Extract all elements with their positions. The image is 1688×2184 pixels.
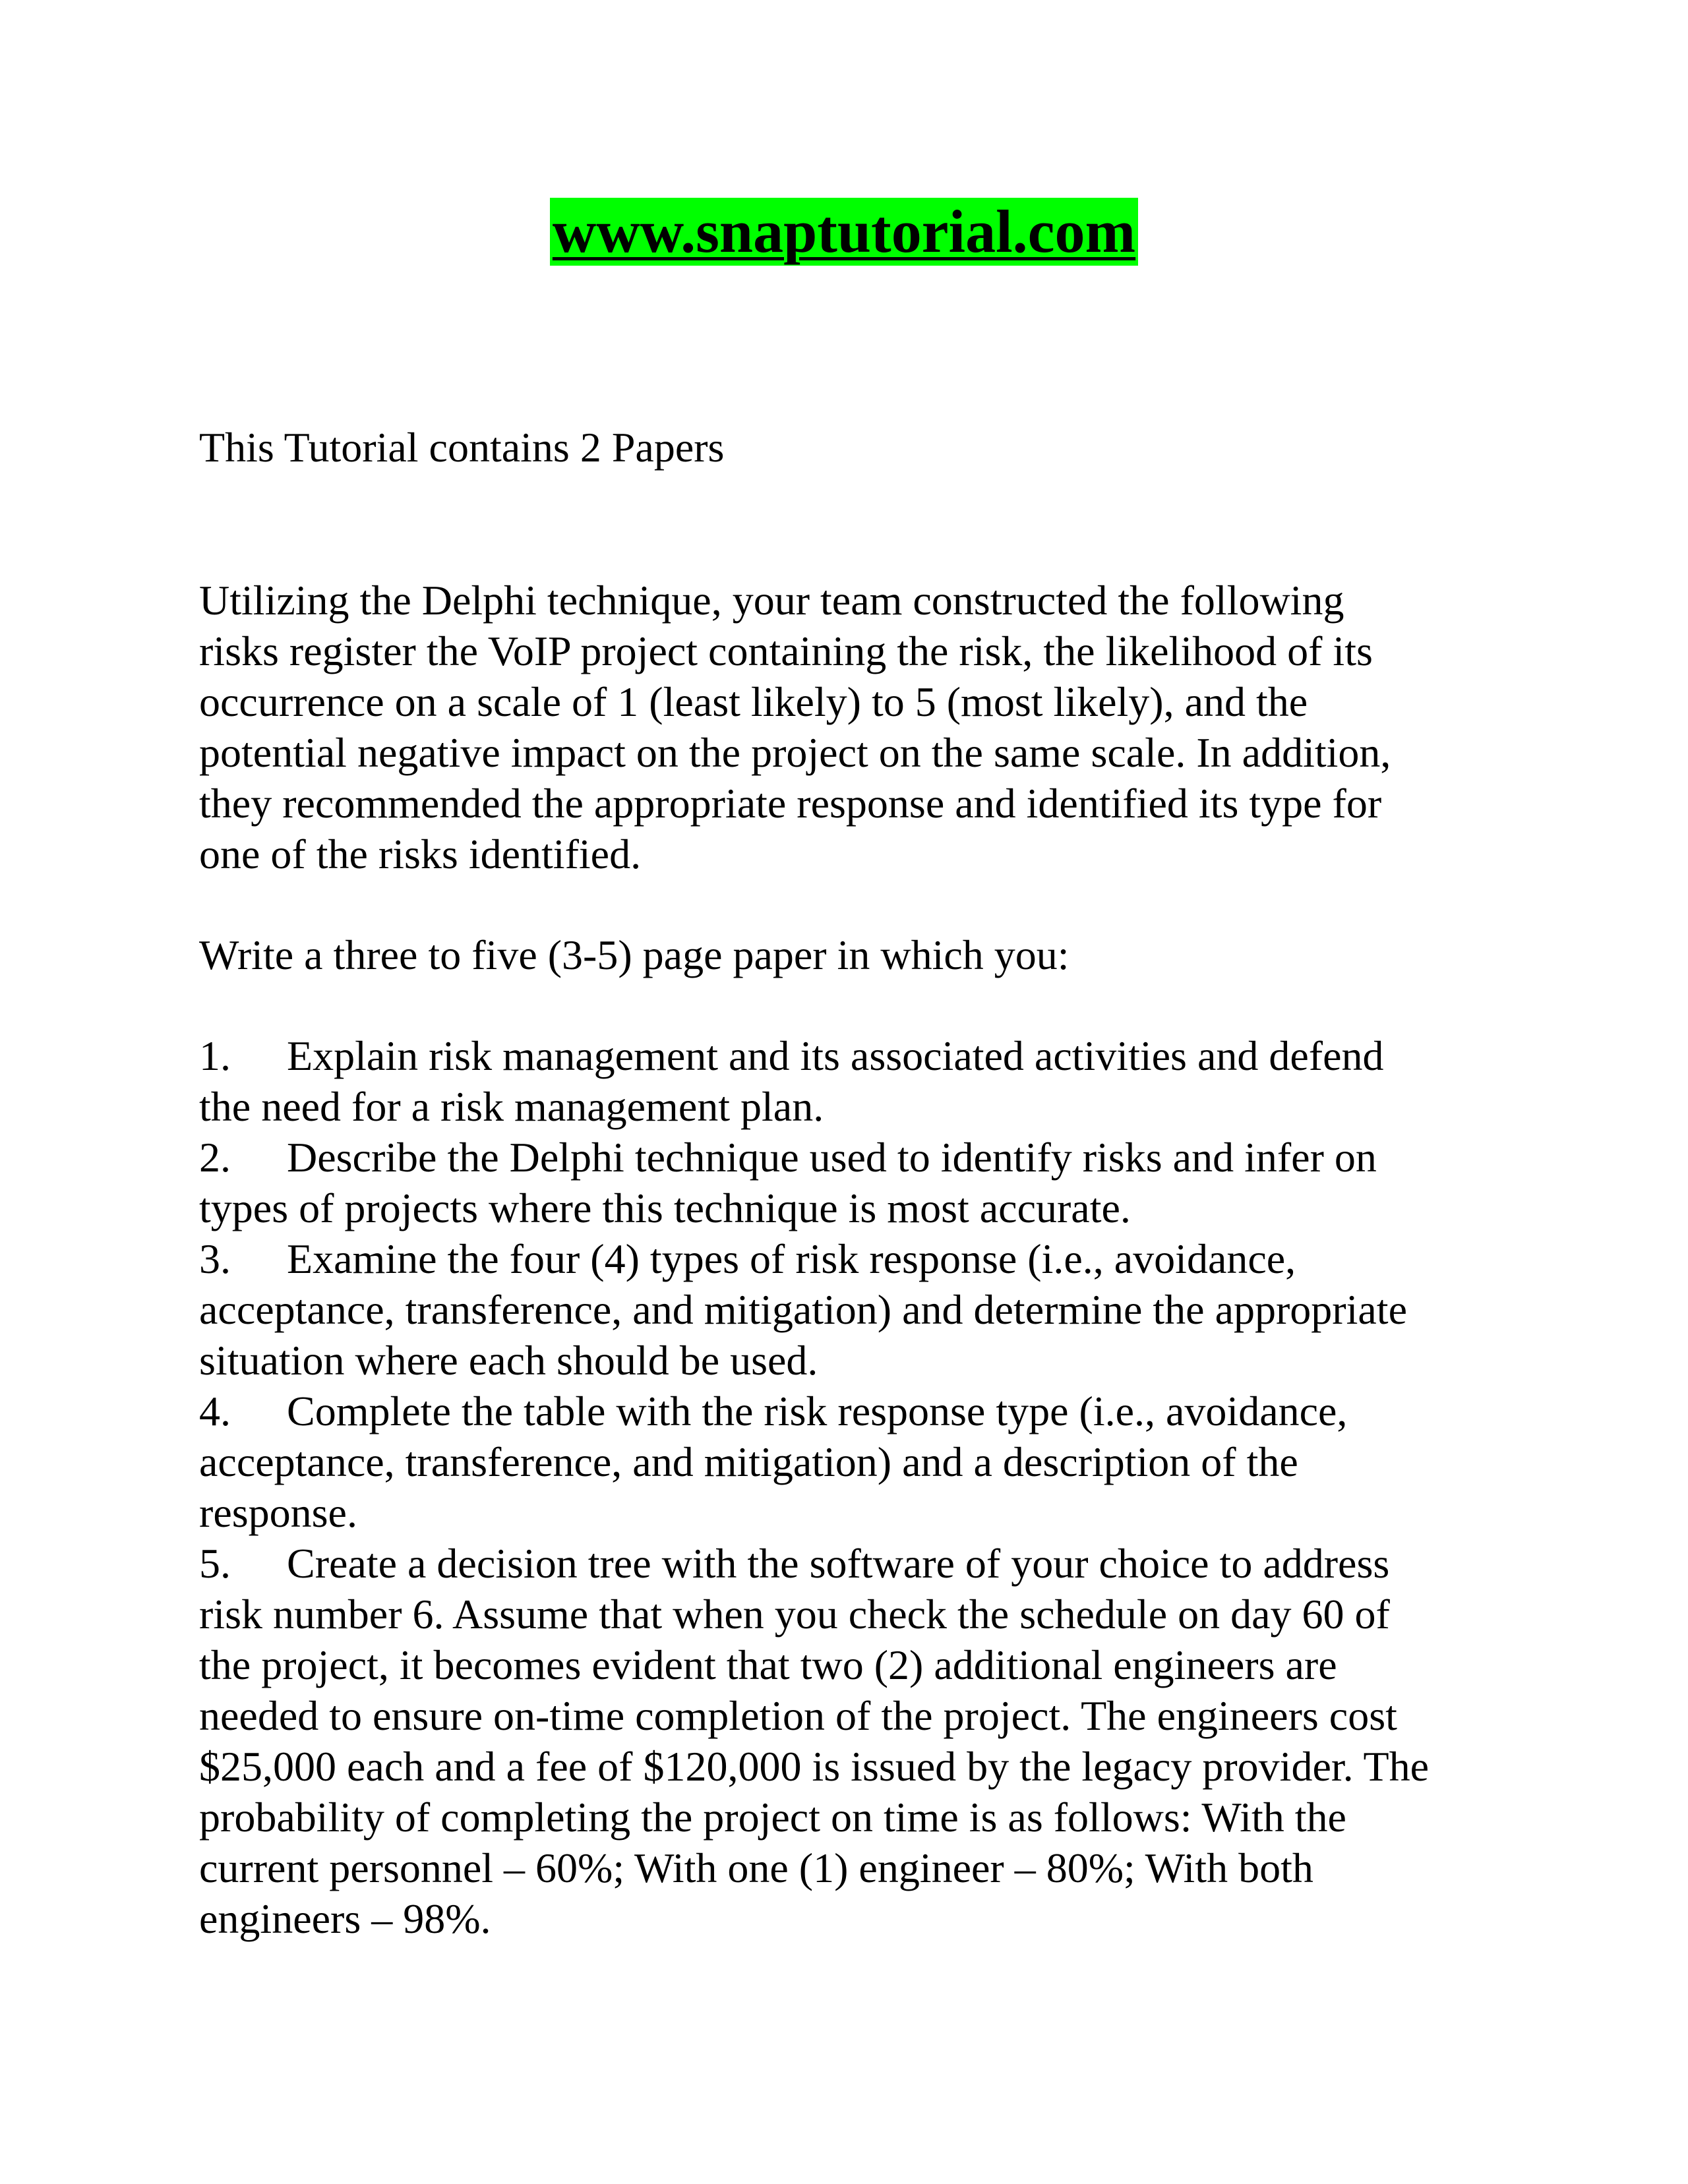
list-item-number: 4. bbox=[199, 1388, 231, 1434]
list-item bbox=[199, 1386, 1518, 1538]
list-item-number: 5. bbox=[199, 1540, 231, 1587]
list-item-text: Create a decision tree with the software of your choice to address bbox=[287, 1540, 1390, 1587]
list-item-first-line bbox=[199, 1030, 1518, 1081]
list-item-line: probability of completing the project on time is as follows: With the bbox=[199, 1794, 1346, 1841]
list-item-line: current personnel – 60%; With one (1) engineer – 80%; With both bbox=[199, 1845, 1313, 1891]
paragraph-line: occurrence on a scale of 1 (least likely) to 5 (most likely), and the bbox=[199, 678, 1308, 725]
list-item-line: situation where each should be used. bbox=[199, 1337, 818, 1384]
list-item-first-line bbox=[199, 1386, 1518, 1436]
list-item-text: Explain risk management and its associated activities and defend bbox=[287, 1032, 1384, 1079]
paragraph-delphi bbox=[199, 575, 1518, 879]
list-item-number: 1. bbox=[199, 1032, 231, 1079]
list-item-first-line bbox=[199, 1538, 1518, 1589]
list-item-number: 3. bbox=[199, 1235, 231, 1282]
list-item bbox=[199, 1030, 1518, 1132]
paragraph-line: Write a three to five (3-5) page paper in which you: bbox=[199, 931, 1070, 978]
paragraph-line: risks register the VoIP project containing the risk, the likelihood of its bbox=[199, 628, 1373, 674]
site-link[interactable]: www.snaptutorial.com bbox=[550, 198, 1138, 266]
intro-text bbox=[199, 422, 1518, 473]
list-item-line: $25,000 each and a fee of $120,000 is issued by the legacy provider. The bbox=[199, 1743, 1429, 1790]
list-item-text: Examine the four (4) types of risk response (i.e., avoidance, bbox=[287, 1235, 1296, 1282]
list-item-text: Describe the Delphi technique used to identify risks and infer on bbox=[287, 1134, 1377, 1181]
list-item-line: acceptance, transference, and mitigation) and a description of the bbox=[199, 1438, 1298, 1485]
list-item-line: engineers – 98%. bbox=[199, 1895, 491, 1942]
paragraph-line: potential negative impact on the project on the same scale. In addition, bbox=[199, 729, 1391, 776]
list-item-line: the project, it becomes evident that two (2) additional engineers are bbox=[199, 1641, 1337, 1688]
list-item-first-line bbox=[199, 1132, 1518, 1183]
list-item bbox=[199, 1538, 1518, 1944]
list-item-line: the need for a risk management plan. bbox=[199, 1083, 824, 1130]
paragraph-line: Utilizing the Delphi technique, your team constructed the following bbox=[199, 577, 1344, 624]
list-item-first-line bbox=[199, 1233, 1518, 1284]
list-item-number: 2. bbox=[199, 1134, 231, 1181]
list-item-line: needed to ensure on-time completion of the project. The engineers cost bbox=[199, 1692, 1397, 1739]
paragraph-instructions bbox=[199, 930, 1518, 980]
list-item bbox=[199, 1132, 1518, 1233]
list-item-line: acceptance, transference, and mitigation) and determine the appropriate bbox=[199, 1286, 1407, 1333]
requirements-list bbox=[199, 1030, 1518, 1944]
list-item bbox=[199, 1233, 1518, 1386]
header bbox=[0, 198, 1688, 266]
list-item-line: risk number 6. Assume that when you check the schedule on day 60 of bbox=[199, 1591, 1390, 1638]
paragraph-line: they recommended the appropriate response and identified its type for bbox=[199, 780, 1382, 827]
paragraph-line: one of the risks identified. bbox=[199, 831, 642, 877]
list-item-text: Complete the table with the risk response type (i.e., avoidance, bbox=[287, 1388, 1348, 1434]
list-item-line: types of projects where this technique is most accurate. bbox=[199, 1185, 1131, 1231]
list-item-line: response. bbox=[199, 1489, 357, 1536]
intro-line: This Tutorial contains 2 Papers bbox=[199, 424, 725, 471]
